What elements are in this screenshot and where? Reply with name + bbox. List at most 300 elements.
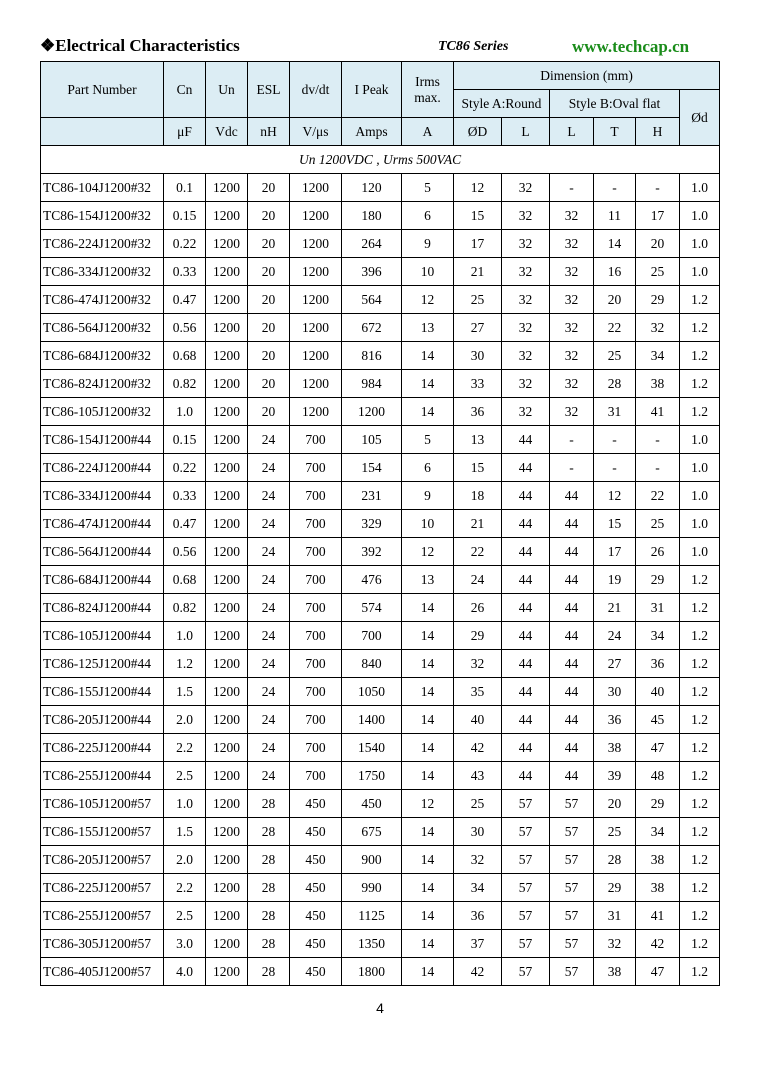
cell-cn: 0.47 <box>164 510 206 538</box>
cell-esl: 24 <box>248 650 290 678</box>
cell-style-b-thickness: 17 <box>594 538 636 566</box>
cell-style-b-height: 45 <box>636 706 680 734</box>
cell-style-a-diameter: 29 <box>454 622 502 650</box>
cell-style-a-length: 44 <box>502 650 550 678</box>
cell-un: 1200 <box>206 510 248 538</box>
cell-style-b-height: - <box>636 174 680 202</box>
cell-style-b-length: 32 <box>550 342 594 370</box>
table-row <box>41 482 720 510</box>
cell-ipeak: 990 <box>342 874 402 902</box>
cell-style-b-length: 57 <box>550 790 594 818</box>
cell-un: 1200 <box>206 202 248 230</box>
cell-lead-diameter: 1.2 <box>680 370 720 398</box>
table-row <box>41 398 720 426</box>
cell-ipeak: 180 <box>342 202 402 230</box>
cell-style-b-thickness: 14 <box>594 230 636 258</box>
cell-esl: 28 <box>248 930 290 958</box>
cell-style-b-length: 32 <box>550 370 594 398</box>
cell-style-b-length: 44 <box>550 538 594 566</box>
cell-irms: 14 <box>402 370 454 398</box>
cell-part-number: TC86-104J1200#32 <box>41 174 164 202</box>
cell-cn: 0.1 <box>164 174 206 202</box>
cell-style-b-height: 34 <box>636 818 680 846</box>
cell-dvdt: 700 <box>290 566 342 594</box>
cell-style-b-height: 22 <box>636 482 680 510</box>
cell-cn: 1.0 <box>164 790 206 818</box>
website-link[interactable]: www.techcap.cn <box>572 37 690 56</box>
table-row <box>41 258 720 286</box>
cell-style-a-diameter: 21 <box>454 510 502 538</box>
cell-style-a-diameter: 18 <box>454 482 502 510</box>
cell-lead-diameter: 1.0 <box>680 230 720 258</box>
cell-cn: 1.5 <box>164 818 206 846</box>
header-part-number: Part Number <box>41 62 164 118</box>
table-row <box>41 958 720 986</box>
cell-style-b-thickness: - <box>594 174 636 202</box>
cell-style-b-thickness: 25 <box>594 342 636 370</box>
cell-style-a-diameter: 15 <box>454 202 502 230</box>
cell-esl: 20 <box>248 174 290 202</box>
cell-part-number: TC86-305J1200#57 <box>41 930 164 958</box>
table-row <box>41 734 720 762</box>
cell-un: 1200 <box>206 314 248 342</box>
cell-lead-diameter: 1.0 <box>680 258 720 286</box>
cell-irms: 9 <box>402 482 454 510</box>
cell-part-number: TC86-564J1200#44 <box>41 538 164 566</box>
cell-style-a-length: 44 <box>502 538 550 566</box>
header-cn: Cn <box>164 62 206 118</box>
cell-ipeak: 984 <box>342 370 402 398</box>
table-row <box>41 678 720 706</box>
cell-cn: 1.0 <box>164 398 206 426</box>
unit-dvdt: V/μs <box>290 118 342 146</box>
cell-style-b-length: 32 <box>550 314 594 342</box>
table-row <box>41 902 720 930</box>
cell-dvdt: 450 <box>290 874 342 902</box>
cell-style-b-thickness: 16 <box>594 258 636 286</box>
cell-dvdt: 1200 <box>290 398 342 426</box>
cell-style-b-length: 57 <box>550 818 594 846</box>
cell-esl: 28 <box>248 790 290 818</box>
cell-style-a-length: 57 <box>502 930 550 958</box>
page-header <box>40 34 720 60</box>
cell-style-b-height: 17 <box>636 202 680 230</box>
cell-style-b-height: 34 <box>636 342 680 370</box>
cell-style-b-length: 44 <box>550 510 594 538</box>
cell-dvdt: 700 <box>290 594 342 622</box>
cell-esl: 24 <box>248 538 290 566</box>
cell-esl: 24 <box>248 510 290 538</box>
cell-lead-diameter: 1.0 <box>680 202 720 230</box>
cell-lead-diameter: 1.0 <box>680 510 720 538</box>
cell-irms: 14 <box>402 846 454 874</box>
cell-style-a-length: 57 <box>502 958 550 986</box>
cell-cn: 2.2 <box>164 874 206 902</box>
cell-style-a-length: 32 <box>502 258 550 286</box>
cell-lead-diameter: 1.2 <box>680 818 720 846</box>
cell-lead-diameter: 1.2 <box>680 314 720 342</box>
unit-ipeak: Amps <box>342 118 402 146</box>
cell-style-b-length: 57 <box>550 958 594 986</box>
cell-cn: 0.22 <box>164 454 206 482</box>
cell-lead-diameter: 1.2 <box>680 342 720 370</box>
cell-cn: 2.0 <box>164 706 206 734</box>
cell-part-number: TC86-474J1200#32 <box>41 286 164 314</box>
table-row <box>41 594 720 622</box>
cell-un: 1200 <box>206 650 248 678</box>
cell-style-b-length: 44 <box>550 762 594 790</box>
table-row <box>41 622 720 650</box>
cell-ipeak: 574 <box>342 594 402 622</box>
cell-style-b-length: 44 <box>550 706 594 734</box>
cell-irms: 10 <box>402 510 454 538</box>
cell-ipeak: 450 <box>342 790 402 818</box>
cell-un: 1200 <box>206 622 248 650</box>
cell-esl: 20 <box>248 370 290 398</box>
cell-dvdt: 1200 <box>290 370 342 398</box>
cell-style-a-length: 32 <box>502 398 550 426</box>
cell-ipeak: 264 <box>342 230 402 258</box>
cell-style-b-length: 57 <box>550 930 594 958</box>
cell-irms: 5 <box>402 174 454 202</box>
cell-style-a-diameter: 43 <box>454 762 502 790</box>
cell-esl: 28 <box>248 874 290 902</box>
cell-esl: 28 <box>248 958 290 986</box>
table-row <box>41 426 720 454</box>
cell-irms: 13 <box>402 314 454 342</box>
cell-style-b-height: 25 <box>636 510 680 538</box>
cell-style-a-length: 44 <box>502 762 550 790</box>
cell-style-a-length: 44 <box>502 510 550 538</box>
cell-part-number: TC86-125J1200#44 <box>41 650 164 678</box>
cell-lead-diameter: 1.2 <box>680 594 720 622</box>
cell-lead-diameter: 1.2 <box>680 790 720 818</box>
unit-cn: μF <box>164 118 206 146</box>
cell-ipeak: 675 <box>342 818 402 846</box>
cell-style-a-diameter: 21 <box>454 258 502 286</box>
header-style-b: Style B:Oval flat <box>550 90 680 118</box>
cell-part-number: TC86-105J1200#57 <box>41 790 164 818</box>
table-row <box>41 286 720 314</box>
cell-style-a-length: 44 <box>502 678 550 706</box>
cell-lead-diameter: 1.2 <box>680 566 720 594</box>
cell-esl: 24 <box>248 762 290 790</box>
cell-un: 1200 <box>206 958 248 986</box>
cell-style-b-height: 20 <box>636 230 680 258</box>
cell-esl: 24 <box>248 454 290 482</box>
cell-irms: 14 <box>402 678 454 706</box>
cell-style-b-length: 44 <box>550 650 594 678</box>
cell-esl: 20 <box>248 398 290 426</box>
cell-ipeak: 1540 <box>342 734 402 762</box>
cell-part-number: TC86-154J1200#32 <box>41 202 164 230</box>
cell-ipeak: 1400 <box>342 706 402 734</box>
cell-irms: 14 <box>402 902 454 930</box>
cell-style-b-height: 36 <box>636 650 680 678</box>
cell-style-a-diameter: 35 <box>454 678 502 706</box>
cell-un: 1200 <box>206 174 248 202</box>
cell-style-a-length: 57 <box>502 790 550 818</box>
cell-ipeak: 154 <box>342 454 402 482</box>
cell-style-a-length: 32 <box>502 202 550 230</box>
cell-style-b-thickness: - <box>594 426 636 454</box>
cell-dvdt: 450 <box>290 902 342 930</box>
cell-style-b-height: 48 <box>636 762 680 790</box>
cell-un: 1200 <box>206 286 248 314</box>
cell-ipeak: 672 <box>342 314 402 342</box>
cell-style-a-diameter: 15 <box>454 454 502 482</box>
cell-style-a-length: 57 <box>502 874 550 902</box>
cell-ipeak: 231 <box>342 482 402 510</box>
cell-dvdt: 700 <box>290 678 342 706</box>
section-row <box>41 146 720 174</box>
cell-style-b-height: 41 <box>636 398 680 426</box>
unit-part-number <box>41 118 164 146</box>
cell-cn: 0.56 <box>164 314 206 342</box>
cell-style-b-height: 32 <box>636 314 680 342</box>
cell-style-a-diameter: 42 <box>454 734 502 762</box>
cell-style-b-height: 29 <box>636 790 680 818</box>
cell-style-b-length: - <box>550 174 594 202</box>
table-row <box>41 874 720 902</box>
cell-cn: 1.0 <box>164 622 206 650</box>
cell-un: 1200 <box>206 874 248 902</box>
cell-style-a-length: 44 <box>502 566 550 594</box>
cell-cn: 0.33 <box>164 482 206 510</box>
cell-ipeak: 392 <box>342 538 402 566</box>
cell-ipeak: 1125 <box>342 902 402 930</box>
cell-style-b-length: 57 <box>550 874 594 902</box>
cell-style-b-thickness: - <box>594 454 636 482</box>
table-row <box>41 510 720 538</box>
cell-un: 1200 <box>206 930 248 958</box>
cell-un: 1200 <box>206 482 248 510</box>
cell-irms: 14 <box>402 398 454 426</box>
cell-style-b-thickness: 20 <box>594 790 636 818</box>
cell-part-number: TC86-224J1200#44 <box>41 454 164 482</box>
cell-style-b-thickness: 29 <box>594 874 636 902</box>
cell-style-b-thickness: 22 <box>594 314 636 342</box>
cell-style-b-height: 47 <box>636 958 680 986</box>
cell-esl: 24 <box>248 566 290 594</box>
cell-style-b-thickness: 31 <box>594 398 636 426</box>
cell-style-b-thickness: 21 <box>594 594 636 622</box>
cell-style-a-diameter: 17 <box>454 230 502 258</box>
cell-dvdt: 450 <box>290 930 342 958</box>
cell-dvdt: 700 <box>290 510 342 538</box>
cell-un: 1200 <box>206 902 248 930</box>
cell-cn: 0.82 <box>164 370 206 398</box>
section-title: ❖Electrical Characteristics <box>40 36 240 55</box>
cell-style-a-diameter: 26 <box>454 594 502 622</box>
cell-style-a-length: 57 <box>502 902 550 930</box>
cell-lead-diameter: 1.2 <box>680 286 720 314</box>
cell-dvdt: 450 <box>290 818 342 846</box>
cell-style-b-thickness: 30 <box>594 678 636 706</box>
cell-part-number: TC86-824J1200#32 <box>41 370 164 398</box>
cell-style-b-length: - <box>550 426 594 454</box>
cell-style-a-diameter: 27 <box>454 314 502 342</box>
cell-style-a-diameter: 32 <box>454 650 502 678</box>
cell-style-b-height: 42 <box>636 930 680 958</box>
cell-dvdt: 1200 <box>290 174 342 202</box>
table-row <box>41 370 720 398</box>
cell-style-a-diameter: 25 <box>454 790 502 818</box>
cell-style-a-length: 32 <box>502 370 550 398</box>
cell-lead-diameter: 1.2 <box>680 734 720 762</box>
cell-esl: 24 <box>248 734 290 762</box>
cell-un: 1200 <box>206 566 248 594</box>
cell-lead-diameter: 1.2 <box>680 398 720 426</box>
cell-style-b-thickness: 25 <box>594 818 636 846</box>
cell-cn: 4.0 <box>164 958 206 986</box>
cell-dvdt: 450 <box>290 790 342 818</box>
cell-style-a-diameter: 30 <box>454 818 502 846</box>
cell-style-a-diameter: 36 <box>454 398 502 426</box>
cell-ipeak: 840 <box>342 650 402 678</box>
cell-irms: 6 <box>402 202 454 230</box>
cell-esl: 20 <box>248 314 290 342</box>
cell-style-a-diameter: 30 <box>454 342 502 370</box>
cell-esl: 24 <box>248 482 290 510</box>
cell-un: 1200 <box>206 790 248 818</box>
cell-part-number: TC86-684J1200#32 <box>41 342 164 370</box>
cell-style-b-thickness: 39 <box>594 762 636 790</box>
cell-dvdt: 700 <box>290 734 342 762</box>
cell-style-b-length: 32 <box>550 202 594 230</box>
cell-dvdt: 1200 <box>290 258 342 286</box>
unit-un: Vdc <box>206 118 248 146</box>
table-row <box>41 174 720 202</box>
table-row <box>41 650 720 678</box>
cell-lead-diameter: 1.2 <box>680 678 720 706</box>
cell-style-b-length: 44 <box>550 622 594 650</box>
table-row <box>41 566 720 594</box>
cell-style-a-length: 44 <box>502 426 550 454</box>
cell-un: 1200 <box>206 734 248 762</box>
cell-un: 1200 <box>206 678 248 706</box>
cell-esl: 28 <box>248 846 290 874</box>
cell-irms: 14 <box>402 594 454 622</box>
cell-dvdt: 700 <box>290 622 342 650</box>
cell-lead-diameter: 1.0 <box>680 538 720 566</box>
cell-style-a-diameter: 40 <box>454 706 502 734</box>
cell-irms: 14 <box>402 930 454 958</box>
cell-style-b-height: 31 <box>636 594 680 622</box>
cell-style-b-thickness: 36 <box>594 706 636 734</box>
cell-style-b-height: 47 <box>636 734 680 762</box>
cell-cn: 0.15 <box>164 426 206 454</box>
cell-lead-diameter: 1.2 <box>680 706 720 734</box>
cell-dvdt: 700 <box>290 650 342 678</box>
cell-cn: 0.47 <box>164 286 206 314</box>
cell-part-number: TC86-205J1200#57 <box>41 846 164 874</box>
cell-cn: 0.82 <box>164 594 206 622</box>
section-label: Un 1200VDC , Urms 500VAC <box>41 146 720 174</box>
cell-dvdt: 450 <box>290 958 342 986</box>
cell-part-number: TC86-255J1200#44 <box>41 762 164 790</box>
cell-esl: 20 <box>248 258 290 286</box>
cell-esl: 24 <box>248 426 290 454</box>
cell-lead-diameter: 1.2 <box>680 762 720 790</box>
cell-cn: 2.5 <box>164 902 206 930</box>
cell-part-number: TC86-105J1200#44 <box>41 622 164 650</box>
cell-style-b-thickness: 15 <box>594 510 636 538</box>
cell-style-a-diameter: 36 <box>454 902 502 930</box>
cell-cn: 0.68 <box>164 342 206 370</box>
table-row <box>41 538 720 566</box>
cell-style-b-height: 26 <box>636 538 680 566</box>
unit-style-a-length: L <box>502 118 550 146</box>
cell-style-b-thickness: 28 <box>594 370 636 398</box>
cell-esl: 20 <box>248 286 290 314</box>
cell-dvdt: 700 <box>290 762 342 790</box>
cell-un: 1200 <box>206 594 248 622</box>
cell-style-a-length: 32 <box>502 230 550 258</box>
cell-style-a-length: 57 <box>502 818 550 846</box>
cell-cn: 1.5 <box>164 678 206 706</box>
cell-style-a-length: 32 <box>502 174 550 202</box>
cell-style-b-height: - <box>636 454 680 482</box>
cell-style-a-length: 44 <box>502 482 550 510</box>
cell-ipeak: 1200 <box>342 398 402 426</box>
cell-style-b-length: 44 <box>550 678 594 706</box>
cell-cn: 0.33 <box>164 258 206 286</box>
cell-style-b-length: 44 <box>550 594 594 622</box>
table-row <box>41 342 720 370</box>
cell-ipeak: 900 <box>342 846 402 874</box>
table-row <box>41 706 720 734</box>
cell-esl: 24 <box>248 706 290 734</box>
table-row <box>41 930 720 958</box>
header-ipeak: I Peak <box>342 62 402 118</box>
cell-irms: 14 <box>402 342 454 370</box>
cell-lead-diameter: 1.0 <box>680 482 720 510</box>
cell-ipeak: 816 <box>342 342 402 370</box>
cell-cn: 3.0 <box>164 930 206 958</box>
cell-style-a-length: 44 <box>502 622 550 650</box>
cell-style-b-thickness: 27 <box>594 650 636 678</box>
cell-style-b-thickness: 28 <box>594 846 636 874</box>
header-style-a: Style A:Round <box>454 90 550 118</box>
cell-un: 1200 <box>206 426 248 454</box>
cell-irms: 9 <box>402 230 454 258</box>
cell-un: 1200 <box>206 398 248 426</box>
table-body <box>41 146 720 986</box>
cell-style-b-height: 40 <box>636 678 680 706</box>
cell-style-b-length: 57 <box>550 846 594 874</box>
table-row <box>41 314 720 342</box>
cell-part-number: TC86-255J1200#57 <box>41 902 164 930</box>
unit-style-b-height: H <box>636 118 680 146</box>
table-row <box>41 846 720 874</box>
cell-ipeak: 1350 <box>342 930 402 958</box>
cell-style-a-diameter: 13 <box>454 426 502 454</box>
cell-lead-diameter: 1.2 <box>680 622 720 650</box>
cell-un: 1200 <box>206 706 248 734</box>
cell-esl: 20 <box>248 230 290 258</box>
cell-style-a-length: 32 <box>502 314 550 342</box>
header-lead-diameter: Ød <box>680 90 720 146</box>
cell-style-a-diameter: 22 <box>454 538 502 566</box>
cell-irms: 12 <box>402 790 454 818</box>
cell-style-b-height: - <box>636 426 680 454</box>
cell-style-b-length: 32 <box>550 258 594 286</box>
cell-style-b-thickness: 11 <box>594 202 636 230</box>
table-row <box>41 762 720 790</box>
cell-style-b-height: 29 <box>636 566 680 594</box>
series-name: TC86 Series <box>438 39 509 54</box>
